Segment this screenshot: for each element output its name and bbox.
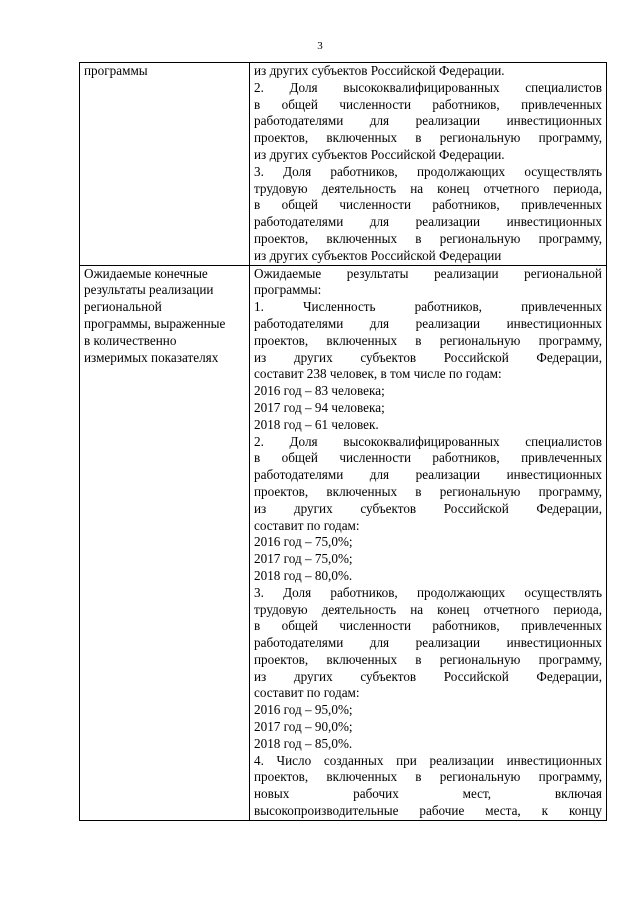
content-line: проектов, включенных в региональную программу,	[254, 769, 602, 785]
content-line: работодателями для реализации инвестиционных	[254, 113, 602, 129]
content-line: проектов, включенных в региональную программу,	[254, 483, 602, 499]
content-line: в общей численности работников, привлеченных	[254, 450, 602, 466]
table-body	[80, 63, 607, 821]
content-line: высокопроизводительные рабочие места, к концу	[254, 803, 602, 819]
content-line: 2017 год – 94 человека;	[254, 399, 385, 415]
content-line: составит по годам:	[254, 517, 360, 533]
content-line: составит 238 человек, в том числе по годам:	[254, 366, 502, 382]
row-label-line: результаты реализации	[84, 282, 214, 298]
content-line: трудовую деятельность на конец отчетного периода,	[254, 601, 602, 617]
content-line: в общей численности работников, привлеченных	[254, 96, 602, 112]
row-label-line: региональной	[84, 299, 162, 315]
content-line: из других субъектов Российской Федерации.	[254, 146, 505, 162]
content-line: составит по годам:	[254, 685, 360, 701]
row-content-cell	[250, 265, 607, 820]
content-line: проектов, включенных в региональную программу,	[254, 332, 602, 348]
content-line: работодателями для реализации инвестиционных	[254, 467, 602, 483]
content-line: из других субъектов Российской Федерации,	[254, 668, 602, 684]
content-line: Ожидаемые результаты реализации региональной	[254, 265, 602, 281]
row-label-line: измеримых показателях	[84, 349, 219, 365]
row-label-line: Ожидаемые конечные	[84, 265, 208, 281]
content-line: 2017 год – 75,0%;	[254, 551, 353, 567]
row-label-cell	[80, 265, 250, 820]
content-line: работодателями для реализации инвестиционных	[254, 315, 602, 331]
content-line: 2016 год – 83 человека;	[254, 383, 385, 399]
content-line: в общей численности работников, привлеченных	[254, 618, 602, 634]
content-line: из других субъектов Российской Федерации,	[254, 349, 602, 365]
content-line: 3. Доля работников, продолжающих осуществлять	[254, 163, 602, 179]
content-line: работодателями для реализации инвестиционных	[254, 635, 602, 651]
table-row	[80, 265, 607, 820]
row-label-line: программы	[84, 63, 148, 78]
content-line: из других субъектов Российской Федерации	[254, 247, 502, 263]
row-label-cell	[80, 63, 250, 266]
content-line: 1. Численность работников, привлеченных	[254, 299, 602, 315]
content-line: 2016 год – 95,0%;	[254, 702, 353, 718]
content-line: 2016 год – 75,0%;	[254, 534, 353, 550]
row-label-line: в количественно	[84, 332, 177, 348]
content-line: 2018 год – 85,0%.	[254, 735, 353, 751]
program-passport-table	[79, 62, 607, 821]
content-line: 2. Доля высококвалифицированных специалистов	[254, 79, 602, 95]
content-line: программы:	[254, 282, 322, 298]
content-line: проектов, включенных в региональную программу,	[254, 230, 602, 246]
content-line: 3. Доля работников, продолжающих осуществлять	[254, 584, 602, 600]
content-line: 2018 год – 61 человек.	[254, 416, 379, 432]
content-line: трудовую деятельность на конец отчетного периода,	[254, 180, 602, 196]
content-line: работодателями для реализации инвестиционных	[254, 214, 602, 230]
content-line: проектов, включенных в региональную программу,	[254, 651, 602, 667]
content-line: из других субъектов Российской Федерации.	[254, 63, 505, 78]
row-content-cell	[250, 63, 607, 266]
content-line: 4. Число созданных при реализации инвестиционных	[254, 752, 602, 768]
table-row	[80, 63, 607, 266]
content-line: 2018 год – 80,0%.	[254, 567, 353, 583]
content-line: 2017 год – 90,0%;	[254, 719, 353, 735]
content-line: в общей численности работников, привлеченных	[254, 197, 602, 213]
row-label-line: программы, выраженные	[84, 315, 226, 331]
content-line: новых рабочих мест, включая	[254, 786, 602, 802]
page-number: 3	[317, 40, 323, 52]
content-line: из других субъектов Российской Федерации,	[254, 500, 602, 516]
content-line: проектов, включенных в региональную программу,	[254, 130, 602, 146]
content-line: 2. Доля высококвалифицированных специалистов	[254, 433, 602, 449]
